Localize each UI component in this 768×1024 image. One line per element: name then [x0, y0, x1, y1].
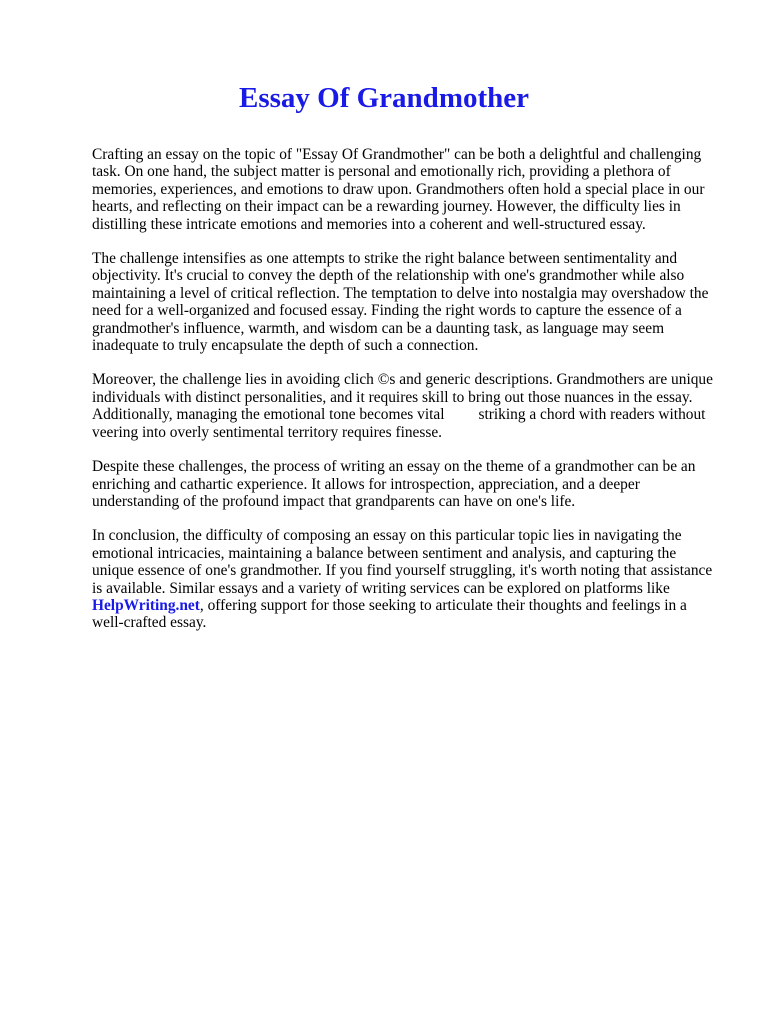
paragraph-3 — [92, 371, 722, 441]
paragraph-line: Crafting an essay on the topic of "Essay Of Grandmother" can be both a delightful and challenging — [92, 146, 702, 163]
paragraph-line: hearts, and reflecting on their impact can be a rewarding journey. However, the difficulty lies in — [92, 198, 681, 216]
paragraph-line: task. On one hand, the subject matter is personal and emotionally rich, providing a plethora of — [92, 163, 671, 181]
helpwriting-link[interactable]: HelpWriting.net — [92, 596, 200, 614]
paragraph-line: unique essence of one's grandmother. If you find yourself struggling, it's worth noting that assistance — [92, 562, 713, 580]
paragraph-2 — [92, 250, 722, 354]
paragraph-line: need for a well-organized and focused essay. Finding the right words to capture the essence of a — [92, 302, 682, 320]
paragraph-line: distilling these intricate emotions and memories into a coherent and well-structured essay. — [92, 215, 646, 233]
paragraph-line: enriching and cathartic experience. It allows for introspection, appreciation, and a deeper — [92, 475, 640, 493]
paragraph-line: is available. Similar essays and a variety of writing services can be explored on platforms like — [92, 579, 670, 597]
page-title: Essay Of Grandmother — [239, 82, 529, 114]
paragraph-line: In conclusion, the difficulty of composing an essay on this particular topic lies in navigating the — [92, 527, 682, 545]
paragraph-line: individuals with distinct personalities, and it requires skill to bring out those nuances in the essay. — [92, 388, 693, 406]
paragraph-line: objectivity. It's crucial to convey the depth of the relationship with one's grandmother while also — [92, 267, 685, 285]
paragraph-line: understanding of the profound impact that grandparents can have on one's life. — [92, 492, 576, 510]
paragraph-5 — [92, 527, 722, 631]
paragraph-4 — [92, 458, 722, 510]
paragraph-line: Despite these challenges, the process of writing an essay on the theme of a grandmother can be an — [92, 458, 696, 476]
paragraph-line: maintaining a level of critical reflection. The temptation to delve into nostalgia may overshadow the — [92, 284, 709, 302]
paragraph-1 — [92, 146, 722, 233]
paragraph-fragment: Additionally, managing the emotional tone becomes vital — [92, 406, 445, 424]
paragraph-line: veering into overly sentimental territory requires finesse. — [92, 423, 443, 441]
paragraph-line — [92, 406, 722, 423]
paragraph-line: The challenge intensifies as one attempts to strike the right balance between sentimentality and — [92, 250, 678, 268]
paragraph-line — [92, 597, 722, 614]
paragraph-fragment: striking a chord with readers without — [478, 406, 706, 424]
paragraph-line: Moreover, the challenge lies in avoiding clich ©s and generic descriptions. Grandmothers are unique — [92, 371, 713, 389]
paragraph-line: well-crafted essay. — [92, 614, 207, 632]
essay-body — [92, 146, 722, 649]
paragraph-line: inadequate to truly encapsulate the depth of such a connection. — [92, 337, 479, 355]
paragraph-line: grandmother's influence, warmth, and wisdom can be a daunting task, as language may seem — [92, 319, 665, 337]
paragraph-fragment: , offering support for those seeking to articulate their thoughts and feelings in a — [199, 596, 687, 614]
paragraph-line: memories, experiences, and emotions to draw upon. Grandmothers often hold a special place in our — [92, 180, 705, 198]
paragraph-line: emotional intricacies, maintaining a balance between sentiment and analysis, and capturing the — [92, 544, 677, 562]
